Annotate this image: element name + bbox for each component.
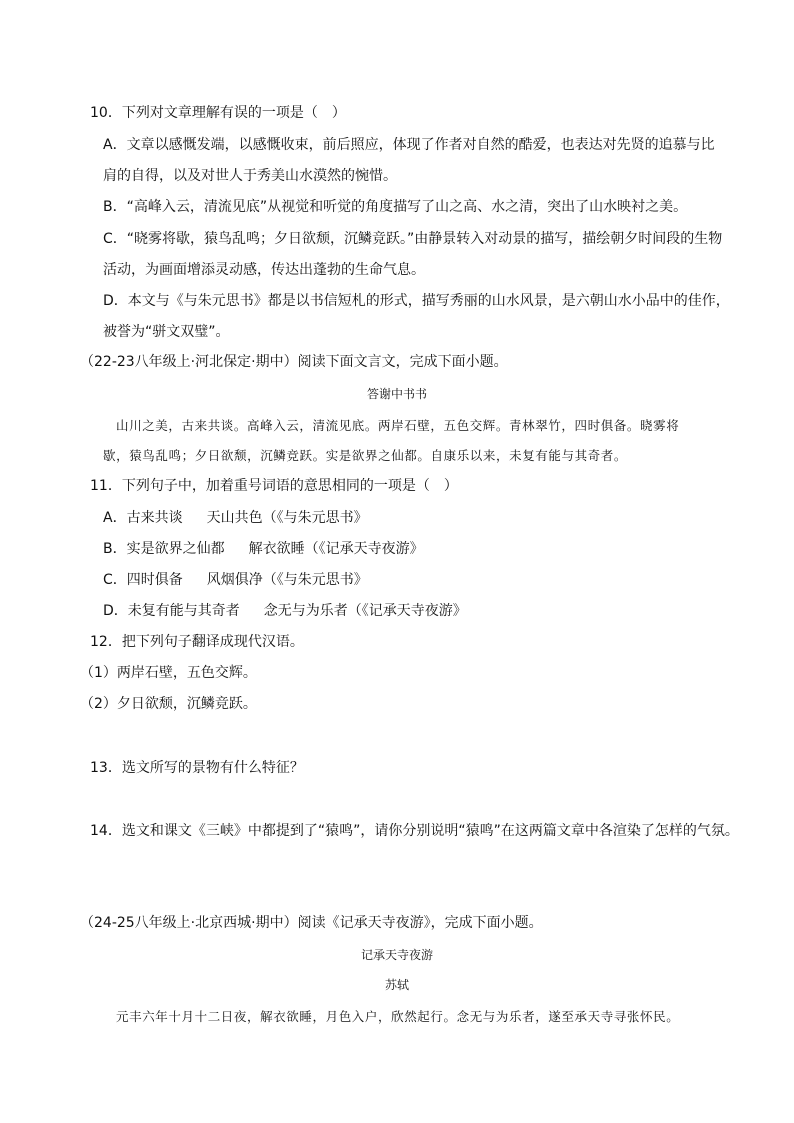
question-12-stem: 12．把下列句子翻译成现代汉语。 bbox=[90, 634, 304, 650]
question-14-stem: 14．选文和课文《三峡》中都提到了“猿鸣”，请你分别说明“猿鸣”在这两篇文章中各渲染了怎样的气氛。 bbox=[90, 823, 739, 839]
passage-2-line-1: 元丰六年十月十二日夜，解衣欲睡，月色入户，欣然起行。念无与为乐者，遂至承天寺寻张怀民。 bbox=[116, 1009, 680, 1024]
passage-2-author: 苏轼 bbox=[384, 978, 409, 992]
option-d-right: 念无与为乐者（《记承天寺夜游》 bbox=[263, 603, 467, 619]
option-a-left: A．古来共谈 bbox=[103, 510, 183, 526]
option-c-left: C．四时俱备 bbox=[103, 572, 183, 588]
question-11-stem: 11．下列句子中，加着重号词语的意思相同的一项是（ ） bbox=[90, 478, 458, 494]
question-11-option-b bbox=[103, 540, 424, 558]
question-11-option-d bbox=[103, 602, 467, 620]
option-c-right: 风烟俱净（《与朱元思书》 bbox=[206, 572, 368, 588]
question-10-option-c-line-2: 活动，为画面增添灵动感，传达出蓬勃的生命气息。 bbox=[103, 262, 425, 278]
question-11-option-a bbox=[103, 509, 368, 527]
question-10-option-b: B．“高峰入云，清流见底”从视觉和听觉的角度描写了山之高、水之清，突出了山水映衬之美。 bbox=[103, 199, 688, 215]
passage-2-title: 记承天寺夜游 bbox=[360, 948, 433, 962]
question-10-option-c-line-1: C．“晓雾将歇，猿鸟乱鸣；夕日欲颓，沉鳞竞跃。”由静景转入对动景的描写，描绘朝夕时间段的生物 bbox=[103, 231, 723, 247]
question-10-stem: 10．下列对文章理解有误的一项是（ ） bbox=[90, 105, 346, 121]
source-note-2: （24-25八年级上·北京西城·期中）阅读《记承天寺夜游》，完成下面小题。 bbox=[80, 915, 543, 931]
source-note-1: （22-23八年级上·河北保定·期中）阅读下面文言文，完成下面小题。 bbox=[80, 354, 508, 370]
question-10-option-d-line-2: 被誉为“骈文双璧”。 bbox=[103, 324, 230, 340]
passage-1-line-1: 山川之美，古来共谈。高峰入云，清流见底。两岸石壁，五色交辉。青林翠竹，四时俱备。晓雾将 bbox=[116, 418, 680, 433]
passage-1-line-2: 歇，猿鸟乱鸣；夕日欲颓，沉鳞竞跃。实是欲界之仙都。自康乐以来，未复有能与其奇者。 bbox=[103, 448, 628, 463]
question-10-option-a-line-1: A．文章以感慨发端，以感慨收束，前后照应，体现了作者对自然的酷爱，也表达对先贤的追慕与比 bbox=[103, 137, 715, 153]
question-11-option-c bbox=[103, 571, 368, 589]
option-b-left: B．实是欲界之仙都 bbox=[103, 541, 225, 557]
question-13-stem: 13．选文所写的景物有什么特征？ bbox=[90, 760, 304, 776]
option-b-right: 解衣欲睡（《记承天寺夜游》 bbox=[248, 541, 424, 557]
passage-1-title: 答谢中书书 bbox=[366, 387, 427, 401]
question-10-option-d-line-1: D．本文与《与朱元思书》都是以书信短札的形式，描写秀丽的山水风景，是六朝山水小品中的佳作， bbox=[103, 293, 730, 309]
question-12-sentence-1: （1）两岸石壁，五色交辉。 bbox=[80, 665, 257, 681]
question-12-sentence-2: （2）夕日欲颓，沉鳞竞跃。 bbox=[80, 696, 257, 712]
option-d-left: D．未复有能与其奇者 bbox=[103, 603, 240, 619]
question-10-option-a-line-2: 肩的自得，以及对世人于秀美山水漠然的惋惜。 bbox=[103, 168, 397, 184]
option-a-right: 天山共色（《与朱元思书》 bbox=[206, 510, 368, 526]
